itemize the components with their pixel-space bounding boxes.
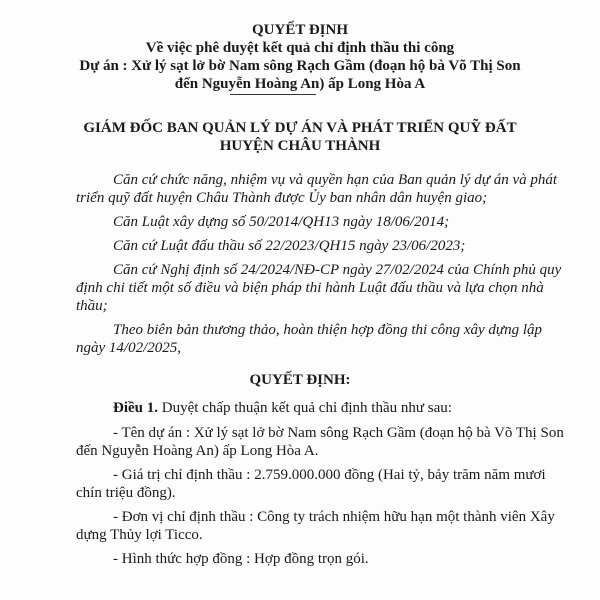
item-1-line-2: đến Nguyễn Hoàng An) ấp Long Hòa A. [76,443,319,459]
preamble-1-line-1: Căn cứ chức năng, nhiệm vụ và quyền hạn của Ban quản lý dự án và phát [113,172,558,188]
preamble-2: Căn Luật xây dựng số 50/2014/QH13 ngày 18/06/2014; [113,214,450,230]
project-line-1: Dự án : Xử lý sạt lở bờ Nam sông Rạch Gầm (đoạn hộ bà Võ Thị Son [79,58,521,74]
article-1 [113,400,452,417]
item-2-line-2: chín triệu đồng). [76,485,176,501]
item-4: - Hình thức hợp đồng : Hợp đồng trọn gói. [113,551,369,567]
preamble-3: Căn cứ Luật đấu thầu số 22/2023/QH15 ngày 23/06/2023; [113,238,466,254]
underline-divider [230,94,316,95]
document-title: QUYẾT ĐỊNH [252,22,348,38]
project-line-2: đến Nguyễn Hoàng An) ấp Long Hòa A [174,76,426,92]
item-2-line-1: - Giá trị chỉ định thầu : 2.759.000.000 đồng (Hai tỷ, bảy trăm năm mươi [113,467,546,483]
preamble-4-line-2: định chi tiết một số điều và biện pháp thi hành Luật đấu thầu và lựa chọn nhà [76,280,544,296]
document-subtitle: Về việc phê duyệt kết quả chỉ định thầu thi công [145,40,455,56]
preamble-5-line-1: Theo biên bản thương thảo, hoàn thiện hợp đồng thi công xây dựng lập [113,322,543,338]
authority-line-1: GIÁM ĐỐC BAN QUẢN LÝ DỰ ÁN VÀ PHÁT TRIỂN QUỸ ĐẤT [83,120,517,136]
article-1-text: Duyệt chấp thuận kết quả chỉ định thầu như sau: [158,400,452,416]
article-1-label: Điều 1. [113,400,158,416]
authority-line-2: HUYỆN CHÂU THÀNH [219,138,381,154]
decision-heading: QUYẾT ĐỊNH: [249,372,351,388]
preamble-4-line-1: Căn cứ Nghị định số 24/2024/NĐ-CP ngày 27/02/2024 của Chính phủ quy [113,262,562,278]
preamble-1-line-2: triển quỹ đất huyện Châu Thành được Ủy ban nhân dân huyện giao; [76,190,488,206]
item-3-line-2: dựng Thủy lợi Ticco. [76,527,203,543]
item-3-line-1: - Đơn vị chỉ định thầu : Công ty trách nhiệm hữu hạn một thành viên Xây [113,509,555,525]
preamble-4-line-3: thầu; [76,298,108,314]
item-1-line-1: - Tên dự án : Xử lý sạt lở bờ Nam sông Rạch Gầm (đoạn hộ bà Võ Thị Son [113,425,564,441]
preamble-5-line-2: ngày 14/02/2025, [76,340,181,356]
